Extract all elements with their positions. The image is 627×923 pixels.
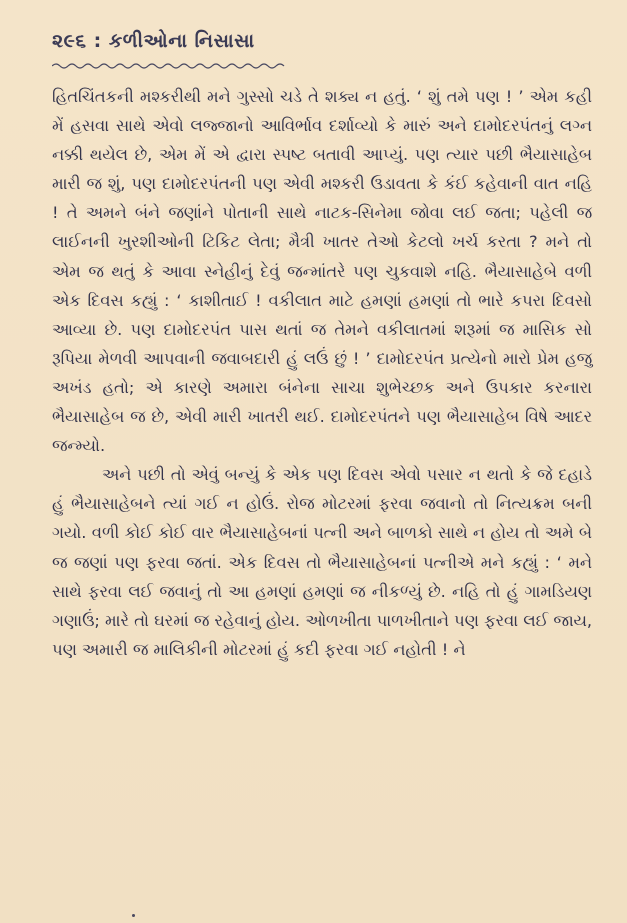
page-header: ૨૯૬ : કળીઓના નિસાસા: [52, 30, 255, 52]
body-text: [52, 82, 592, 664]
paragraph-2: અને પછી તો એવું બન્યું કે એક પણ દિવસ એવો પસાર ન થતો કે જે દહાડે હું ભૈયાસાહેબને ત્યાં ગઈ ન હોઉં. રોજ મોટરમાં ફરવા જવાનો તો નિત્યક્રમ બની ગયો. વળી કોઈ કોઈ વાર ભૈયાસાહેબનાં પત્ની અને બાળકો સાથે ન હોય તો અમે બે જ જણાં પણ ફરવા જતાં. એક દિવસ તો ભૈયાસાહેબનાં પત્નીએ મને કહ્યું : ‘ મને સાથે ફરવા લઈ જવાનું તો આ હમણાં હમણાં જ નીકળ્યું છે. નહિ તો હું ગામડિયણ ગણાઉં; મારે તો ઘરમાં જ રહેવાનું હોય. ઓળખીતા પાળખીતાને પણ ફરવા લઈ જાય, પણ અમારી જ માલિકીની મોટરમાં હું કદી ફરવા ગઈ નહોતી ! ને: [52, 465, 592, 659]
page-speck: [132, 914, 135, 917]
paragraph-1: હિતચિંતકની મશ્કરીથી મને ગુસ્સો ચડે તે શક્ય ન હતું. ‘ શું તમે પણ ! ’ એમ કહી મેં હસવા સાથે એવો લજ્જાનો આવિર્ભાવ દર્શાવ્યો કે મારું અને દામોદરપંતનું લગ્ન નક્કી થયેલ છે, એમ મેં એ દ્વારા સ્પષ્ટ બતાવી આપ્યું. પણ ત્યાર પછી ભૈયાસાહેબ મારી જ શું, પણ દામોદરપંતની પણ એવી મશ્કરી ઉડાવતા કે કંઈ કહેવાની વાત નહિ ! તે અમને બંને જણાંને પોતાની સાથે નાટક-સિનેમા જોવા લઈ જતા; પહેલી જ લાઈનની ખુરશીઓની ટિકિટ લેતા; મૈત્રી ખાતર તેઓ કેટલો ખર્ચ કરતા ? મને તો એમ જ થતું કે આવા સ્નેહીનું દેવું જન્માંતરે પણ ચુકવાશે નહિ. ભૈયાસાહેબે વળી એક દિવસ કહ્યું : ‘ કાશીતાઈ ! વકીલાત માટે હમણાં હમણાં તો ભારે કપરા દિવસો આવ્યા છે. પણ દામોદરપંત પાસ થતાં જ તેમને વકીલાતમાં શરૂમાં જ માસિક સો રૂપિયા મેળવી આપવાની જવાબદારી હું લઉં છું ! ’ દામોદરપંત પ્રત્યેનો મારો પ્રેમ હજુ અખંડ હતો; એ કારણે અમારા બંનેના સાચા શુભેચ્છક અને ઉપકાર કરનારા ભૈયાસાહેબ જ છે, એવી મારી ખાતરી થઈ. દામોદરપંતને પણ ભૈયાસાહેબ વિષે આદર જન્મ્યો.: [52, 87, 592, 456]
header-wavy-rule: [52, 62, 287, 70]
